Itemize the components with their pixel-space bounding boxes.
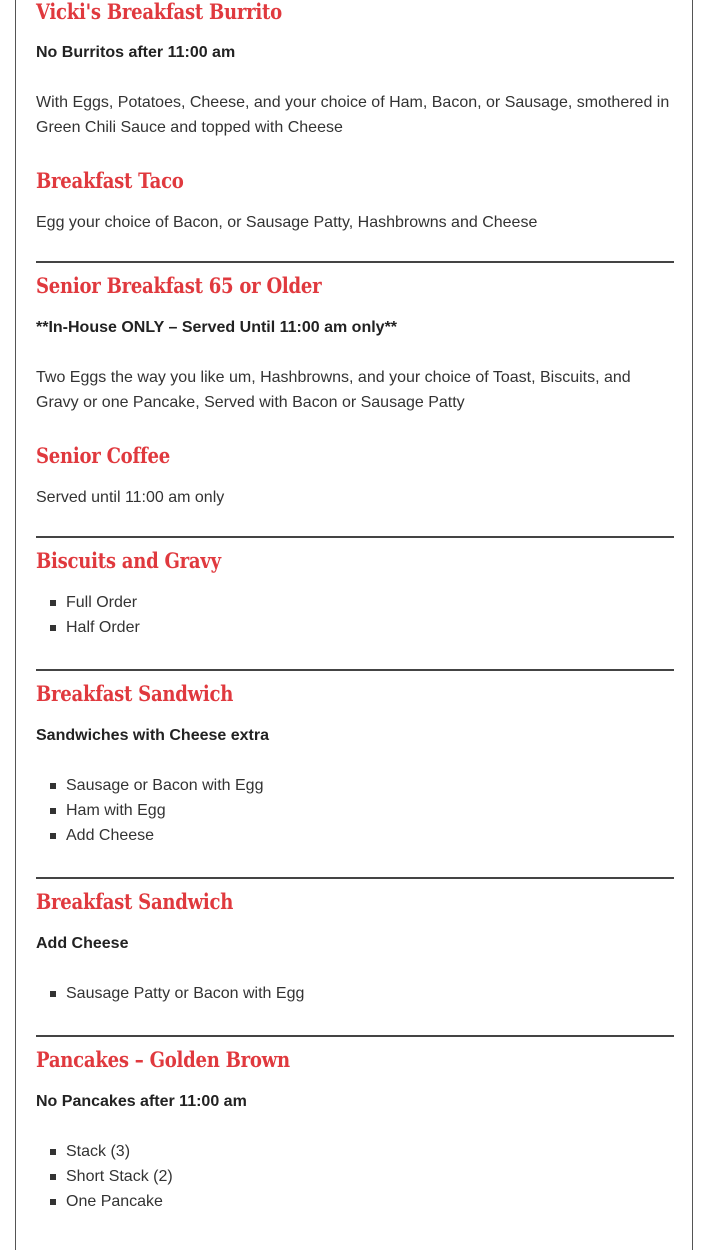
item-title: Pancakes – Golden Brown (36, 1047, 290, 1072)
section-divider (36, 669, 674, 671)
item-note: **In-House ONLY – Served Until 11:00 am only** (36, 319, 398, 336)
list-item (36, 798, 263, 823)
item-title: Breakfast Sandwich (36, 681, 234, 706)
list-item-label: Sausage Patty or Bacon with Egg (66, 985, 305, 1002)
list-item (36, 590, 140, 615)
list-item (36, 615, 140, 640)
bullet-icon (50, 1174, 56, 1180)
list-item-label: One Pancake (66, 1193, 163, 1210)
list-item-label: Short Stack (2) (66, 1168, 173, 1185)
bullet-icon (50, 1149, 56, 1155)
section-divider (36, 536, 674, 538)
item-title: Breakfast Taco (36, 168, 184, 193)
list-item-label: Ham with Egg (66, 802, 166, 819)
list-item (36, 1189, 173, 1214)
bullet-icon (50, 1199, 56, 1205)
list-item-label: Full Order (66, 594, 138, 611)
item-title: Vicki's Breakfast Burrito (36, 0, 282, 24)
bullet-icon (50, 808, 56, 814)
section-divider (36, 877, 674, 879)
item-options-list (36, 1139, 173, 1214)
list-item-label: Stack (3) (66, 1143, 131, 1160)
bullet-icon (50, 625, 56, 631)
bullet-icon (50, 600, 56, 606)
list-item-label: Half Order (66, 619, 140, 636)
list-item (36, 981, 304, 1006)
list-item (36, 773, 263, 798)
item-options-list (36, 773, 263, 848)
item-options-list (36, 981, 304, 1006)
bullet-icon (50, 991, 56, 997)
item-options-list (36, 590, 140, 640)
item-description: Two Eggs the way you like um, Hashbrowns, and your choice of Toast, Biscuits, and Gravy or one Pancake, Served with Bacon or Sausage Patty (36, 369, 631, 411)
list-item (36, 1139, 173, 1164)
bullet-icon (50, 783, 56, 789)
list-item (36, 823, 263, 848)
list-item-label: Sausage or Bacon with Egg (66, 777, 264, 794)
list-item (36, 1164, 173, 1189)
section-divider (36, 1035, 674, 1037)
bullet-icon (50, 833, 56, 839)
item-description: Egg your choice of Bacon, or Sausage Patty, Hashbrowns and Cheese (36, 214, 538, 231)
item-title: Biscuits and Gravy (36, 548, 221, 573)
item-title: Senior Coffee (36, 443, 170, 468)
item-title: Breakfast Sandwich (36, 889, 234, 914)
item-note: Add Cheese (36, 935, 129, 952)
item-note: No Burritos after 11:00 am (36, 44, 236, 61)
item-note: No Pancakes after 11:00 am (36, 1093, 247, 1110)
list-item-label: Add Cheese (66, 827, 155, 844)
item-description: Served until 11:00 am only (36, 489, 225, 506)
item-title: Senior Breakfast 65 or Older (36, 273, 322, 298)
section-divider (36, 261, 674, 263)
item-note: Sandwiches with Cheese extra (36, 727, 269, 744)
item-description: With Eggs, Potatoes, Cheese, and your choice of Ham, Bacon, or Sausage, smothered in Green Chili Sauce and topped with Cheese (36, 94, 670, 136)
menu-card (15, 0, 693, 1250)
